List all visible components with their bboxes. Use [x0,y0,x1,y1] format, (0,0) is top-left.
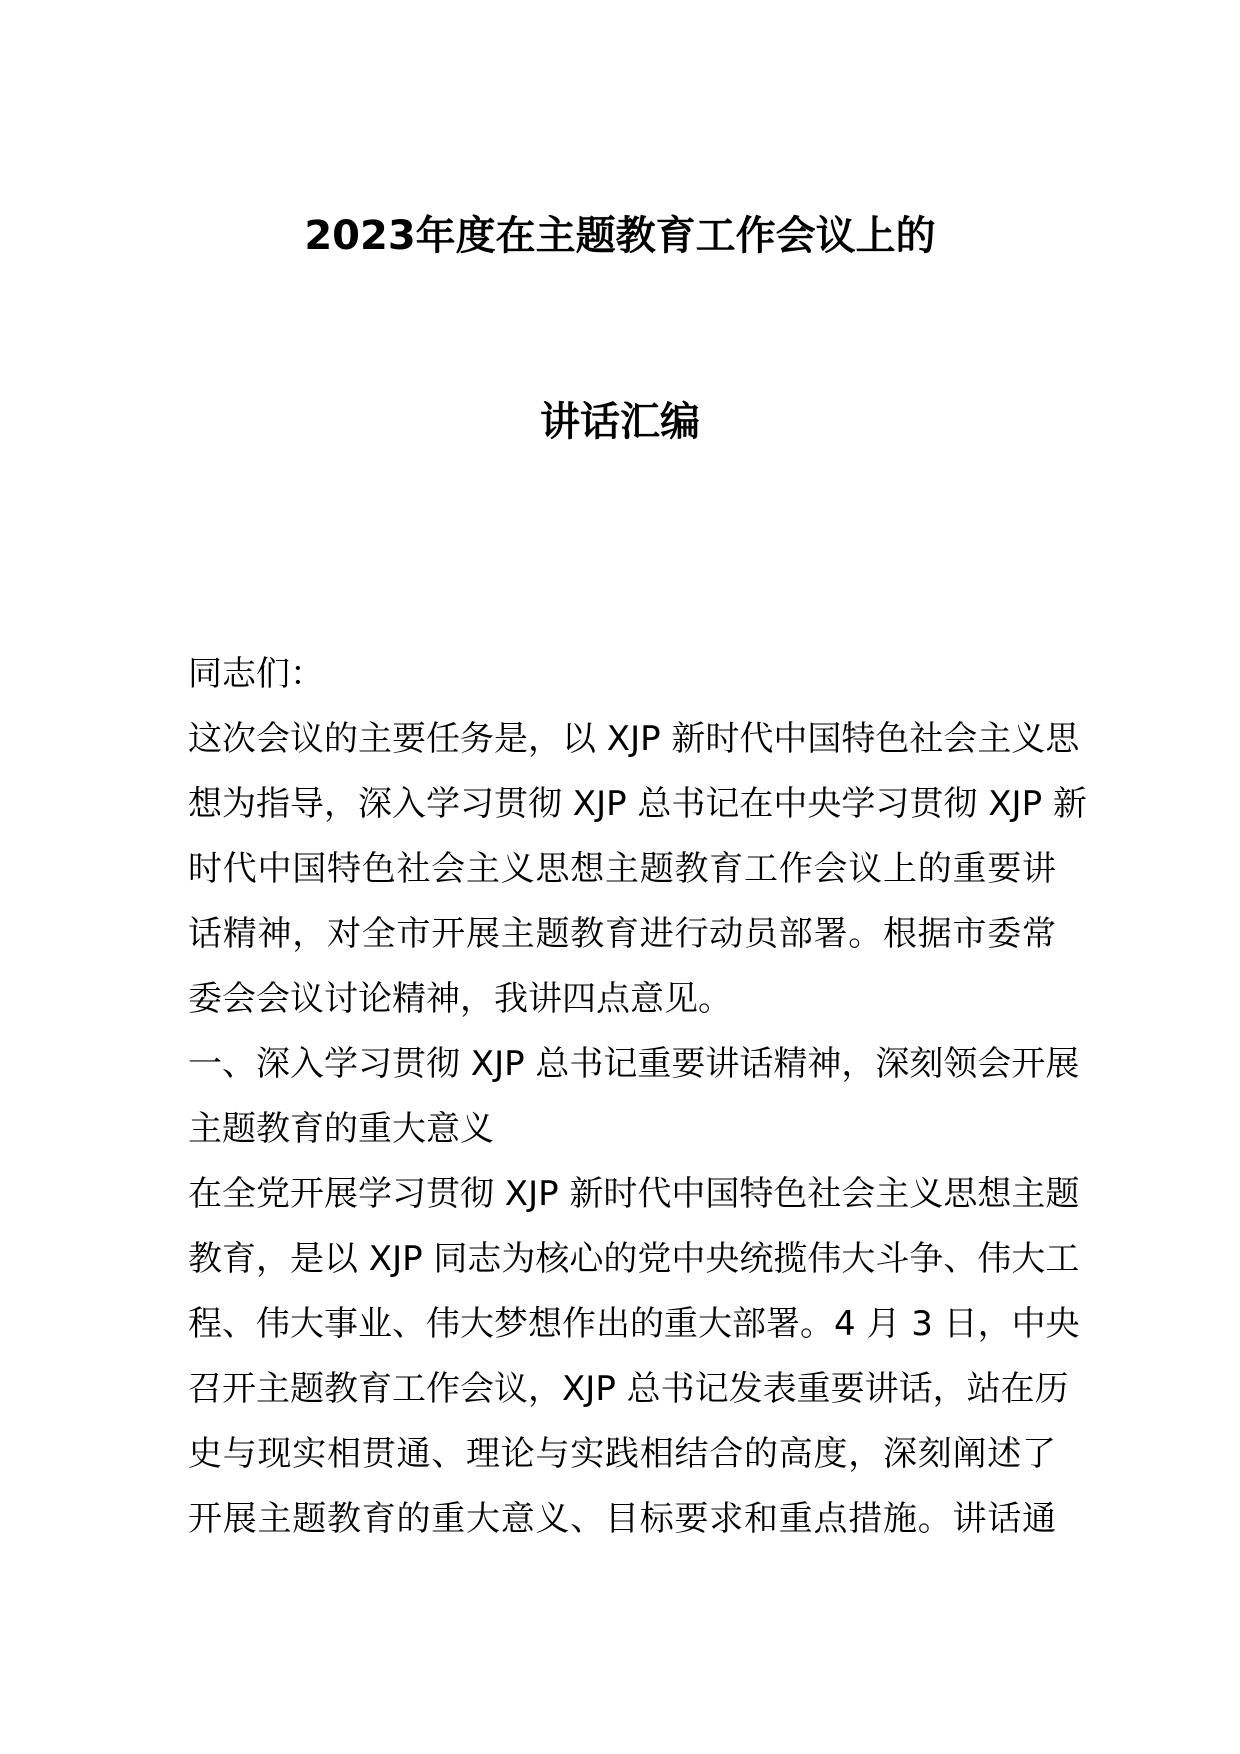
body-line: 开展主题教育的重大意义、目标要求和重点措施。讲话通 [188,1499,1056,1539]
body-line: 委会会议讨论精神，我讲四点意见。 [188,979,732,1019]
section-heading-line: 一、深入学习贯彻 XJP 总书记重要讲话精神，深刻领会开展 [188,1044,1080,1084]
body-line: 这次会议的主要任务是，以 XJP 新时代中国特色社会主义思 [188,719,1080,759]
body-line: 时代中国特色社会主义思想主题教育工作会议上的重要讲 [188,849,1056,889]
body-line: 史与现实相贯通、理论与实践相结合的高度，深刻阐述了 [188,1434,1056,1474]
body-line: 程、伟大事业、伟大梦想作出的重大部署。4 月 3 日，中央 [188,1304,1080,1344]
salutation: 同志们： [188,654,324,694]
document-title-line-1: 2023年度在主题教育工作会议上的 [304,213,936,259]
body-line: 想为指导，深入学习贯彻 XJP 总书记在中央学习贯彻 XJP 新 [188,784,1087,824]
body-line: 教育，是以 XJP 同志为核心的党中央统揽伟大斗争、伟大工 [188,1239,1080,1279]
document-body [188,642,1087,1552]
body-line: 召开主题教育工作会议，XJP 总书记发表重要讲话，站在历 [188,1369,1069,1409]
body-line: 在全党开展学习贯彻 XJP 新时代中国特色社会主义思想主题 [188,1174,1080,1214]
document-title-line-2: 讲话汇编 [540,399,700,445]
body-line: 话精神，对全市开展主题教育进行动员部署。根据市委常 [188,914,1056,954]
section-heading-line: 主题教育的重大意义 [188,1109,494,1149]
